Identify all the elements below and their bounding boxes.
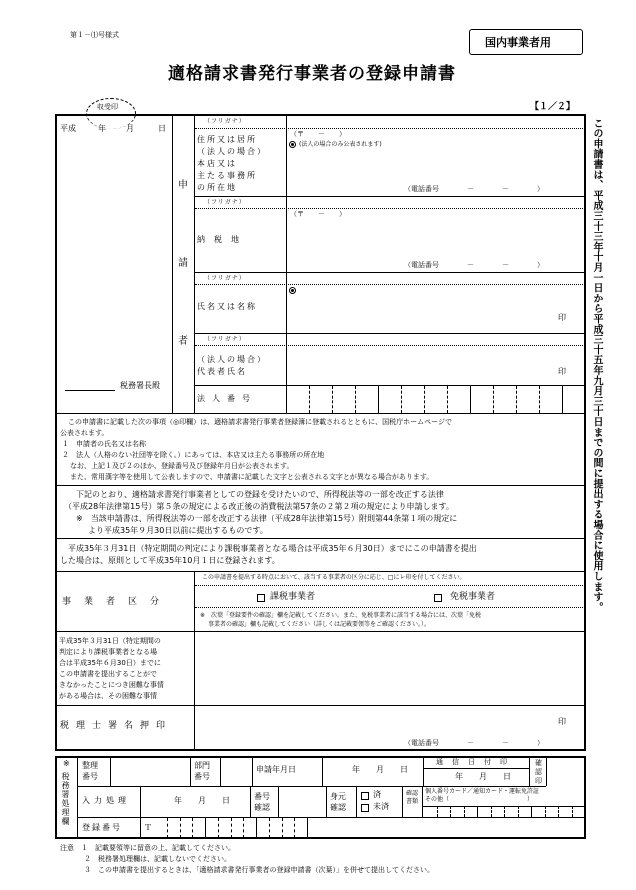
corp-number-cells[interactable]	[286, 386, 585, 413]
cell-divider	[470, 386, 471, 413]
accountant-phone[interactable]: （電話番号 － － ）	[404, 739, 544, 747]
cell-divider	[545, 806, 546, 817]
category-note: ※ 次葉「登録要件の確認」欄を記載してください。また、免税事業者に該当する場合には、次葉「免税 事業者の確認」欄も記載してください（詳しくは記載要領等をご確認ください。）。	[200, 612, 482, 628]
cell-divider	[562, 386, 563, 413]
name-publication-mark-icon	[289, 287, 296, 294]
exempt-label: 免税事業者	[450, 592, 496, 602]
cell-divider	[539, 386, 540, 413]
cell-divider	[531, 806, 532, 817]
rep-label: （法人の場合） 代表者氏名	[197, 355, 267, 376]
cell-divider	[309, 386, 310, 413]
office-mark: ※	[63, 759, 70, 768]
kakunin-shorui-label: 確認 書類	[406, 790, 419, 805]
cell-divider	[572, 806, 573, 817]
misumi-label: 未済	[373, 802, 389, 811]
accountant-label: 税理士署名押印	[60, 721, 173, 731]
hardship-field[interactable]	[195, 632, 585, 704]
cell-divider	[464, 806, 465, 817]
toroku-t: Ｔ	[144, 823, 152, 832]
sumi-label: 済	[373, 790, 381, 799]
card-number-cells[interactable]	[423, 806, 585, 817]
form-number: 第１－⑴号様式	[70, 31, 119, 39]
tsushin-date: 年 月 日	[455, 772, 511, 781]
cell-divider	[231, 818, 232, 838]
kakunin-label: 確 認 印	[535, 759, 542, 785]
application-statement: 下記のとおり、適格請求書発行事業者としての登録を受けたいので、所得税法等の一部を改正する法律 （平成28年法律第15号）第５条の規定による改正後の消費税法第57条の２第２項の規定により申請します。 ※ 当該申請書は、所得税法等の一部を改正する法律（平成28年法律第15号）附則第44条第１項の規定に より平成35年９月30日以前に提出するものです。	[64, 490, 458, 535]
taxable-checkbox[interactable]	[257, 594, 265, 602]
registration-number-cells[interactable]	[140, 818, 320, 838]
deadline-note: 平成35年３月31日（特定期間の判定により課税事業者となる場合は平成35年６月30日）までにこの申請書を提出 した場合は、原則として平成35年10月１日に登録されます。	[60, 544, 477, 565]
sonota-label: その他（ ）	[425, 796, 534, 803]
cell-divider	[205, 818, 206, 838]
furigana-address: （フリガナ）	[204, 118, 246, 125]
side-usage-note: この申請書は、平成三十三年十月一日から平成三十五年九月三十日までの間に提出する場合に使用します。	[591, 118, 602, 613]
cell-divider	[450, 806, 451, 817]
cell-divider	[401, 386, 402, 413]
page-indicator: 【１／２】	[530, 102, 576, 112]
cell-divider	[558, 806, 559, 817]
exempt-checkbox[interactable]	[434, 594, 442, 602]
shinsei-date: 年 月 日	[352, 765, 408, 774]
card-label: 個人番号カード／通知カード・運転免許証	[425, 788, 540, 795]
cell-divider	[256, 818, 257, 838]
cell-divider	[180, 818, 181, 838]
cell-divider	[518, 806, 519, 817]
taxplace-phone[interactable]: （電話番号 － － ）	[404, 261, 544, 269]
name-seal: 印	[558, 313, 566, 322]
tsushin-label: 通 信 日 付 印	[436, 758, 508, 766]
cell-divider	[447, 386, 448, 413]
tax-office-blank[interactable]	[65, 390, 115, 391]
cell-divider	[355, 386, 356, 413]
address-publish-note: (法人の場合のみ公表されます)	[299, 141, 382, 148]
hardship-label: 平成35年３月31日（特定期間の 判定により課税事業者となる場 合は平成35年６月30日）までに この申請書を提出することがで きなかったことにつき困難な事情 がある場合は、その困難な事情	[59, 637, 164, 700]
shinsei-label: 申請年月日	[256, 765, 296, 774]
cell-divider	[167, 818, 168, 838]
domestic-badge: 国内事業者用	[469, 29, 583, 55]
cell-divider	[424, 386, 425, 413]
cell-divider	[218, 818, 219, 838]
furigana-rep: （フリガナ）	[204, 336, 246, 343]
sumi-checkbox[interactable]	[361, 792, 369, 800]
address-phone[interactable]: （電話番号 － － ）	[404, 185, 544, 193]
cell-divider	[192, 818, 193, 838]
cell-divider	[437, 806, 438, 817]
cell-divider	[493, 386, 494, 413]
applicant-char-3: 者	[178, 336, 188, 347]
received-stamp: 収受印	[86, 98, 136, 129]
taxplace-postal[interactable]: （〒 － ）	[290, 210, 346, 218]
cell-divider	[307, 818, 308, 838]
publication-mark-icon	[289, 141, 296, 148]
nyuryoku-date: 年 月 日	[174, 796, 230, 805]
nyuryoku-label: 入力処理	[82, 796, 130, 805]
taxplace-label: 納税地	[197, 235, 248, 244]
address-postal[interactable]: （〒 － ）	[290, 130, 346, 138]
category-label: 事業者区分	[62, 597, 173, 607]
rep-seal: 印	[558, 367, 566, 376]
cell-divider	[243, 818, 244, 838]
cell-divider	[282, 818, 283, 838]
bumon-label: 部門 番号	[194, 761, 210, 781]
date-label: 平成 年 月 日	[60, 124, 166, 133]
misumi-checkbox[interactable]	[361, 804, 369, 812]
address-label: 住所又は居所 （法人の場合） 本店又は 主たる事務所 の所在地	[197, 135, 267, 192]
page-title: 適格請求書発行事業者の登録申請書	[168, 64, 456, 84]
cell-divider	[332, 386, 333, 413]
cell-divider	[491, 806, 492, 817]
toroku-label: 登録番号	[82, 823, 122, 832]
seiri-label: 整理 番号	[82, 761, 98, 781]
accountant-seal: 印	[558, 717, 566, 726]
tax-office-label: 税務署長殿	[120, 381, 160, 390]
cell-divider	[294, 818, 295, 838]
cell-divider	[516, 386, 517, 413]
office-side-label: 税務署処理欄	[61, 772, 70, 826]
bango-label: 番号 確認	[254, 792, 270, 812]
publication-notice: この申請書に記載した次の事項（◎印欄）は、適格請求書発行事業者登録簿に登載されるとともに、国税庁ホームページで 公表されます。 １ 申請者の氏名又は名称 ２ 法人（人格のない社団等を除く。）にあっては、本店又は主たる事務所の所在地 なお、上記１及び２のほか、登録番号及び登録年月日が公表されます。 また、常用漢字等を使用して公表しますので、申請書に記載した文字と公表される文字とが異なる場合があります。	[60, 418, 452, 481]
corp-number-label: 法人番号	[197, 394, 257, 403]
cell-divider	[378, 386, 379, 413]
furigana-taxplace: （フリガナ）	[204, 199, 246, 206]
furigana-name: （フリガナ）	[204, 275, 246, 282]
applicant-char-1: 申	[178, 180, 188, 191]
taxable-label: 課税事業者	[270, 592, 316, 602]
cell-divider	[269, 818, 270, 838]
cell-divider	[504, 806, 505, 817]
applicant-char-2: 請	[178, 258, 188, 269]
name-label: 氏名又は名称	[197, 302, 257, 311]
minmoto-label: 身元 確認	[330, 792, 346, 812]
cell-divider	[477, 806, 478, 817]
footer-notes: 注意 １ 記載要領等に留意の上、記載してください。 ２ 税務署処理欄は、記載しないでください。 ３ この申請書を提出するときは、「適格請求書発行事業者の登録申請書（次葉）」を併せて提出してください。	[60, 844, 434, 874]
category-instruction: この申請書を提出する時点において、該当する事業者の区分に応じ、□にレ印を付してください。	[202, 574, 466, 581]
